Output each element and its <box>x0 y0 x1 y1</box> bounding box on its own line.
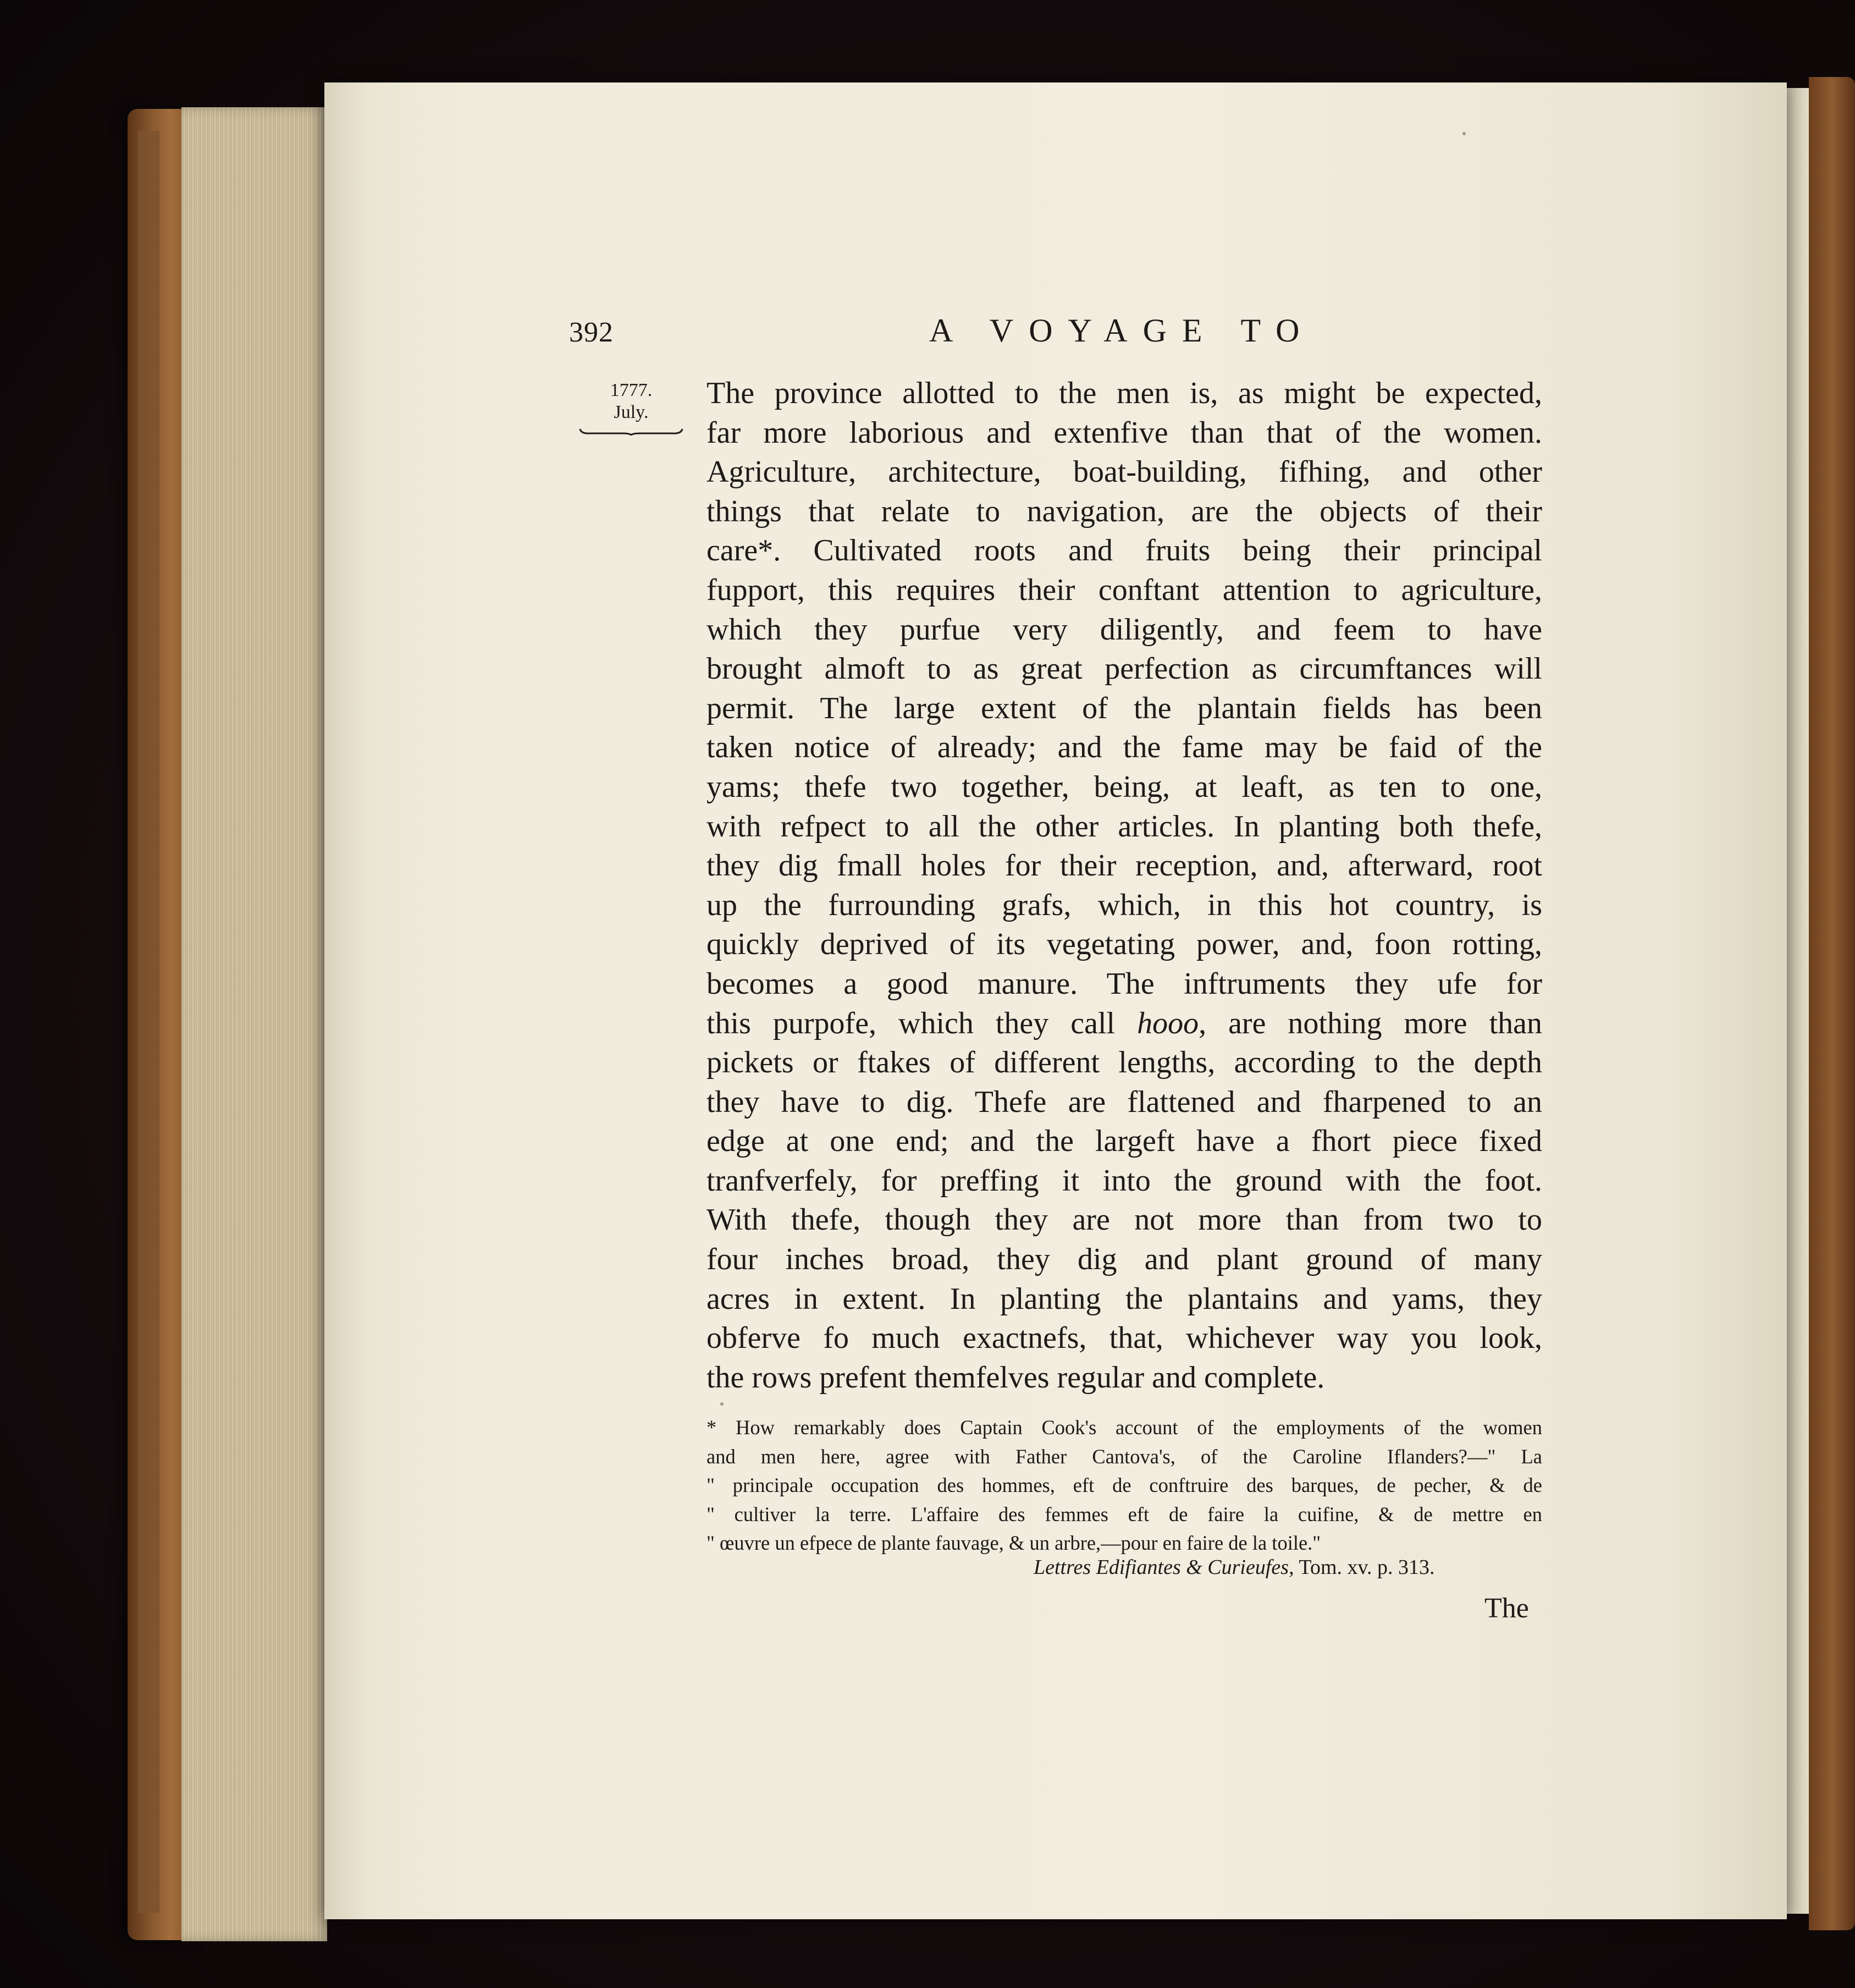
page-number: 392 <box>569 317 614 348</box>
text-line: tranfverfely, for preffing it into the ground with the foot. <box>706 1163 1542 1198</box>
text-line: care*. Cultivated roots and fruits being their principal <box>706 533 1542 568</box>
margin-month: July. <box>614 402 649 422</box>
text-line: things that relate to navigation, are the objects of their <box>706 494 1542 528</box>
text-line: edge at one end; and the largeft have a fhort piece fixed <box>706 1124 1542 1159</box>
text-line: The province allotted to the men is, as might be expected, <box>706 376 1542 410</box>
text-line: Agriculture, architecture, boat-building, fifhing, and other <box>706 455 1542 489</box>
text-line: quickly deprived of its vegetating power, and, foon rotting, <box>706 927 1542 962</box>
italic-term: hooo <box>1137 1006 1199 1040</box>
citation-title: Lettres Edifiantes & Curieufes, <box>1034 1556 1294 1579</box>
text-line: far more laborious and extenfive than that of the women. <box>706 415 1542 450</box>
paper-speck <box>1462 132 1466 135</box>
brace-ornament <box>579 427 683 436</box>
footnote-line: " principale occupation des hommes, eft de conftruire des barques, de pecher, & de <box>706 1474 1542 1496</box>
running-head: A VOYAGE TO <box>929 312 1315 349</box>
margin-date-note <box>576 379 686 436</box>
text-line: becomes a good manure. The inftruments they ufe for <box>706 966 1542 1001</box>
text-line: fupport, this requires their conftant attention to agriculture, <box>706 572 1542 607</box>
book-cover-right <box>1809 77 1855 1930</box>
text-line: four inches broad, they dig and plant ground of many <box>706 1242 1542 1277</box>
footnote-line: " œuvre un efpece de plante fauvage, & un arbre,—pour en faire de la toile." <box>706 1532 1321 1554</box>
text-line: which they purfue very diligently, and feem to have <box>706 612 1542 647</box>
text-line: pickets or ftakes of different lengths, according to the depth <box>706 1045 1542 1080</box>
text-line: yams; thefe two together, being, at leaft, as ten to one, <box>706 769 1542 804</box>
text-line: taken notice of already; and the fame may be faid of the <box>706 730 1542 765</box>
text-line: the rows prefent themfelves regular and complete. <box>706 1360 1325 1395</box>
text-line: up the furrounding grafs, which, in this hot country, is <box>706 888 1542 922</box>
text-line: With thefe, though they are not more than from two to <box>706 1203 1542 1237</box>
footnote <box>706 1413 1542 1558</box>
body-text <box>706 374 1542 1395</box>
text-line: this purpofe, which they call hooo, are nothing more than <box>706 1006 1542 1040</box>
margin-year: 1777. <box>610 380 653 400</box>
text-line: they dig fmall holes for their reception, and, afterward, root <box>706 849 1542 883</box>
page-edges <box>181 107 327 1941</box>
paper-speck <box>720 1402 724 1406</box>
footnote-line: " cultiver la terre. L'affaire des femmes eft de faire la cuifine, & de mettre en <box>706 1502 1542 1526</box>
text-line: obferve fo much exactnefs, that, whichever way you look, <box>706 1321 1542 1356</box>
text-line: acres in extent. In planting the plantains and yams, they <box>706 1281 1542 1316</box>
footnote-citation <box>1034 1555 1435 1579</box>
text-line: permit. The large extent of the plantain fields has been <box>706 691 1542 725</box>
text-line: with refpect to all the other articles. In planting both thefe, <box>706 809 1542 844</box>
citation-reference: Tom. xv. p. 313. <box>1294 1556 1435 1579</box>
catchword: The <box>1484 1593 1529 1624</box>
footnote-line: * How remarkably does Captain Cook's account of the employments of the women <box>706 1416 1542 1439</box>
text-line: brought almoft to as great perfection as circumftances will <box>706 652 1542 686</box>
text-line: they have to dig. Thefe are flattened and fharpened to an <box>706 1084 1542 1119</box>
footnote-line: and men here, agree with Father Cantova's, of the Caroline Iflanders?—" La <box>706 1445 1542 1468</box>
